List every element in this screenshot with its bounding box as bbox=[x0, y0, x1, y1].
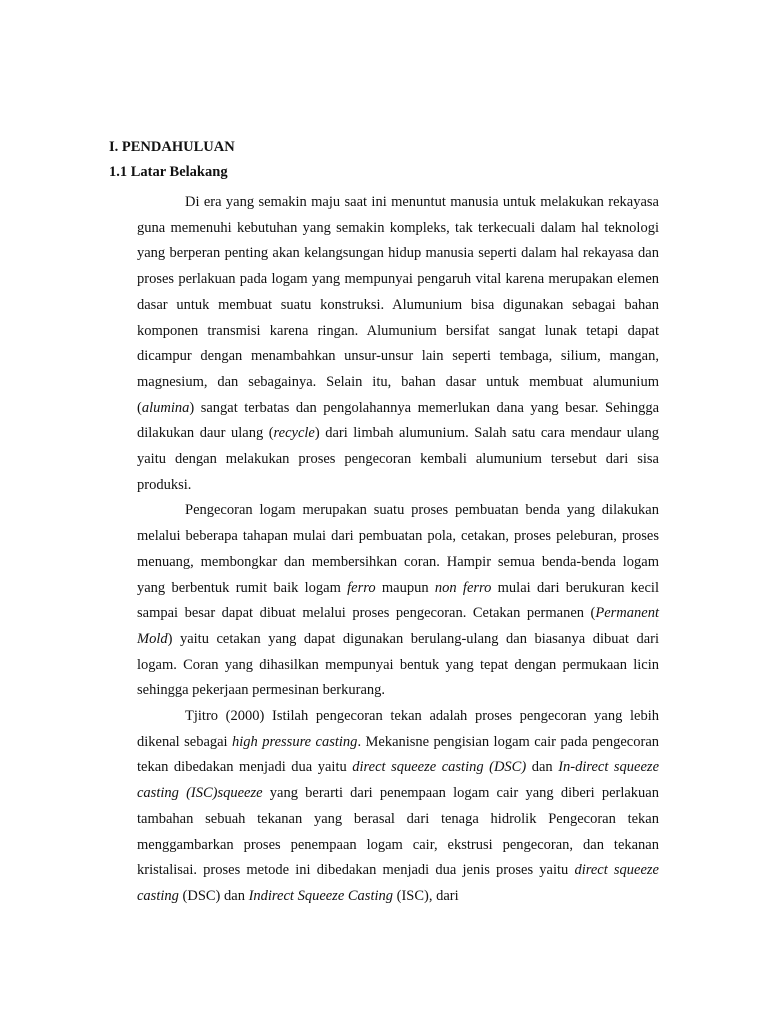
paragraph-2 bbox=[137, 498, 659, 704]
paragraph-1 bbox=[137, 190, 659, 498]
subsection-heading: 1.1 Latar Belakang bbox=[109, 164, 228, 180]
paragraph-text: dan bbox=[526, 759, 559, 776]
paragraph-text: ) yaitu cetakan yang dapat digunakan berulang-ulang dan biasanya dibuat dari logam. Coran yang dihasilkan mempunyai bentuk yang tepat dengan permukaan licin sehingga pekerjaan permesinan berkurang. bbox=[137, 630, 659, 699]
section-heading: I. PENDAHULUAN bbox=[109, 139, 235, 155]
paragraph-text: ) dari limbah alumunium. Salah satu cara mendaur ulang yaitu dengan melakukan proses pengecoran kembali alumunium tersebut dari sisa produksi. bbox=[137, 425, 659, 493]
paragraph-text: ) sangat terbatas dan pengolahannya memerlukan dana yang besar. Sehingga dilakukan daur ulang ( bbox=[137, 399, 659, 442]
italic-text: non ferro bbox=[434, 579, 492, 596]
italic-text: recycle bbox=[273, 425, 315, 442]
paragraph-text: (ISC), dari bbox=[393, 887, 459, 904]
paragraph-text: . Mekanisne pengisian logam cair pada pengecoran tekan dibedakan menjadi dua yaitu bbox=[137, 733, 660, 776]
paragraph-text: mulai dari berukuran kecil sampai besar dapat dibuat melalui proses pengecoran. Cetakan permanen ( bbox=[137, 579, 659, 622]
italic-text: In-direct squeeze casting (ISC)squeeze bbox=[137, 759, 660, 802]
paragraph-text: (DSC) dan bbox=[178, 887, 249, 904]
paragraph-text: Pengecoran logam merupakan suatu proses pembuatan benda yang dilakukan melalui beberapa tahapan mulai dari pembuatan pola, cetakan, proses peleburan, proses menuang, membongkar dan membersihkan coran. Hampir semua benda-benda logam yang berbentuk rumit baik logam bbox=[137, 502, 659, 596]
paragraph-3 bbox=[137, 704, 659, 910]
paragraph-text: yang berarti dari penempaan logam cair yang diberi perlakuan tambahan sebuah tekanan yang berasal dari tenaga hidrolik Pengecoran tekan menggambarkan proses penempaan logam cair, ekstrusi pengecoran, dan tekanan kristalisai. proses metode ini dibedakan menjadi dua jenis proses yaitu bbox=[137, 785, 659, 879]
body-text bbox=[137, 190, 659, 910]
italic-text: Permanent Mold bbox=[137, 605, 659, 647]
paragraph-text: Tjitro (2000) Istilah pengecoran tekan adalah proses pengecoran yang lebih dikenal sebagai bbox=[137, 708, 659, 750]
italic-text: Indirect Squeeze Casting bbox=[248, 887, 394, 904]
italic-text: high pressure casting bbox=[232, 733, 358, 750]
italic-text: ferro bbox=[347, 579, 376, 596]
italic-text: direct squeeze casting (DSC) bbox=[352, 759, 527, 776]
paragraph-text: Di era yang semakin maju saat ini menuntut manusia untuk melakukan rekayasa guna memenuhi kebutuhan yang semakin kompleks, tak terkecuali dalam hal teknologi yang berperan penting akan kelangsungan hidup manusia seperti dalam hal rekayasa dan proses perlakuan pada logam yang mempunyai pengaruh vital karena merupakan elemen dasar untuk membuat suatu konstruksi. Alumunium bisa digunakan sebagai bahan komponen transmisi karena ringan. Alumunium bersifat sangat lunak tetapi dapat dicampur dengan menambahkan unsur-unsur lain seperti tembaga, silium, mangan, magnesium, dan sebagainya. Selain itu, bahan dasar untuk membuat alumunium ( bbox=[137, 194, 659, 416]
italic-text: alumina bbox=[141, 399, 190, 416]
italic-text: direct squeeze casting bbox=[137, 862, 659, 904]
paragraph-text: maupun bbox=[375, 579, 435, 596]
